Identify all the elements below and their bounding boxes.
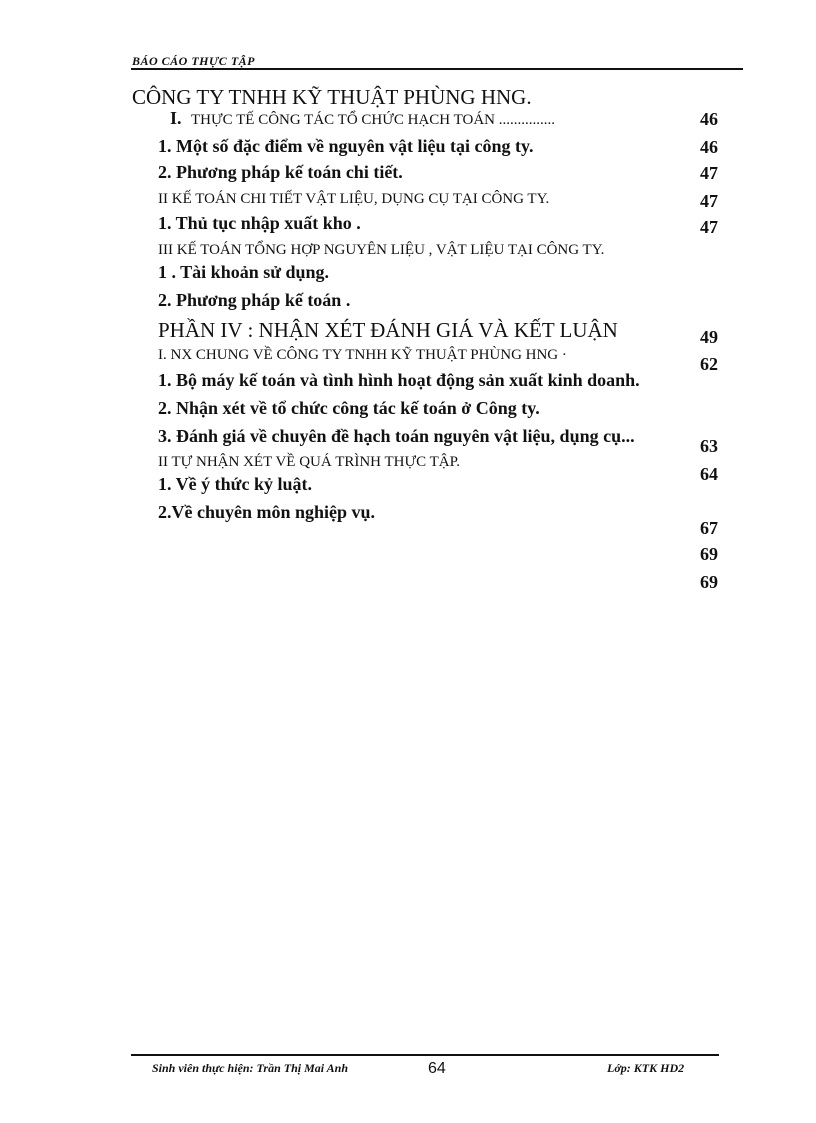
- page-number: 47: [700, 163, 718, 183]
- company-line: CÔNG TY TNHH KỸ THUẬT PHÙNG HNG.: [132, 85, 532, 109]
- toc-entry: 1. Thủ tục nhập xuất kho .: [158, 213, 361, 233]
- report-header-title: BÁO CÁO THỰC TẬP: [132, 54, 255, 68]
- section-3-heading: III KẾ TOÁN TỔNG HỢP NGUYÊN LIỆU , VẬT LIỆU TẠI CÔNG TY.: [158, 242, 605, 258]
- page-number: 49: [700, 327, 718, 347]
- footer-author: Sinh viên thực hiện: Trần Thị Mai Anh: [152, 1061, 349, 1075]
- toc-entry: 1. Bộ máy kế toán và tình hình hoạt động sản xuất kinh doanh.: [158, 370, 640, 390]
- section-2-heading: II KẾ TOÁN CHI TIẾT VẬT LIỆU, DỤNG CỤ TẠI CÔNG TY.: [158, 191, 550, 207]
- page-number: 47: [700, 217, 718, 237]
- header-divider: [131, 68, 743, 70]
- page-number: 46: [700, 109, 718, 129]
- page-number: 69: [700, 572, 718, 592]
- toc-entry: 2. Phương pháp kế toán chi tiết.: [158, 162, 403, 182]
- page-number: 47: [700, 191, 718, 211]
- section-1-title: THỰC TẾ CÔNG TÁC TỔ CHỨC HẠCH TOÁN ...............: [191, 112, 555, 128]
- footer-class: Lớp: KTK HD2: [607, 1061, 685, 1075]
- section-5-heading: II TỰ NHẬN XÉT VỀ QUÁ TRÌNH THỰC TẬP.: [158, 454, 461, 470]
- page-number: 62: [700, 354, 718, 374]
- part-4-heading: PHẦN IV : NHẬN XÉT ĐÁNH GIÁ VÀ KẾT LUẬN: [158, 318, 618, 342]
- toc-entry: 2. Phương pháp kế toán .: [158, 290, 351, 310]
- toc-entry: 1 . Tài khoản sử dụng.: [158, 262, 330, 282]
- page-number: 63: [700, 436, 718, 456]
- toc-entry: 2.Về chuyên môn nghiệp vụ.: [158, 502, 376, 522]
- page-number: 64: [700, 464, 718, 484]
- section-1-numeral: I.: [170, 108, 182, 128]
- page-number: 69: [700, 544, 718, 564]
- footer-page-number: 64: [428, 1060, 446, 1077]
- section-4-heading: I. NX CHUNG VỀ CÔNG TY TNHH KỸ THUẬT PHÙNG HNG ·: [158, 347, 567, 363]
- footer-divider: [131, 1054, 719, 1056]
- toc-entry: 3. Đánh giá về chuyên đề hạch toán nguyên vật liệu, dụng cụ...: [158, 426, 635, 446]
- toc-entry: 1. Về ý thức kỷ luật.: [158, 474, 312, 494]
- page-number: 67: [700, 518, 718, 538]
- toc-entry: 1. Một số đặc điểm về nguyên vật liệu tại công ty.: [158, 136, 534, 156]
- page-number: 46: [700, 137, 718, 157]
- toc-entry: 2. Nhận xét về tổ chức công tác kế toán ở Công ty.: [158, 398, 540, 418]
